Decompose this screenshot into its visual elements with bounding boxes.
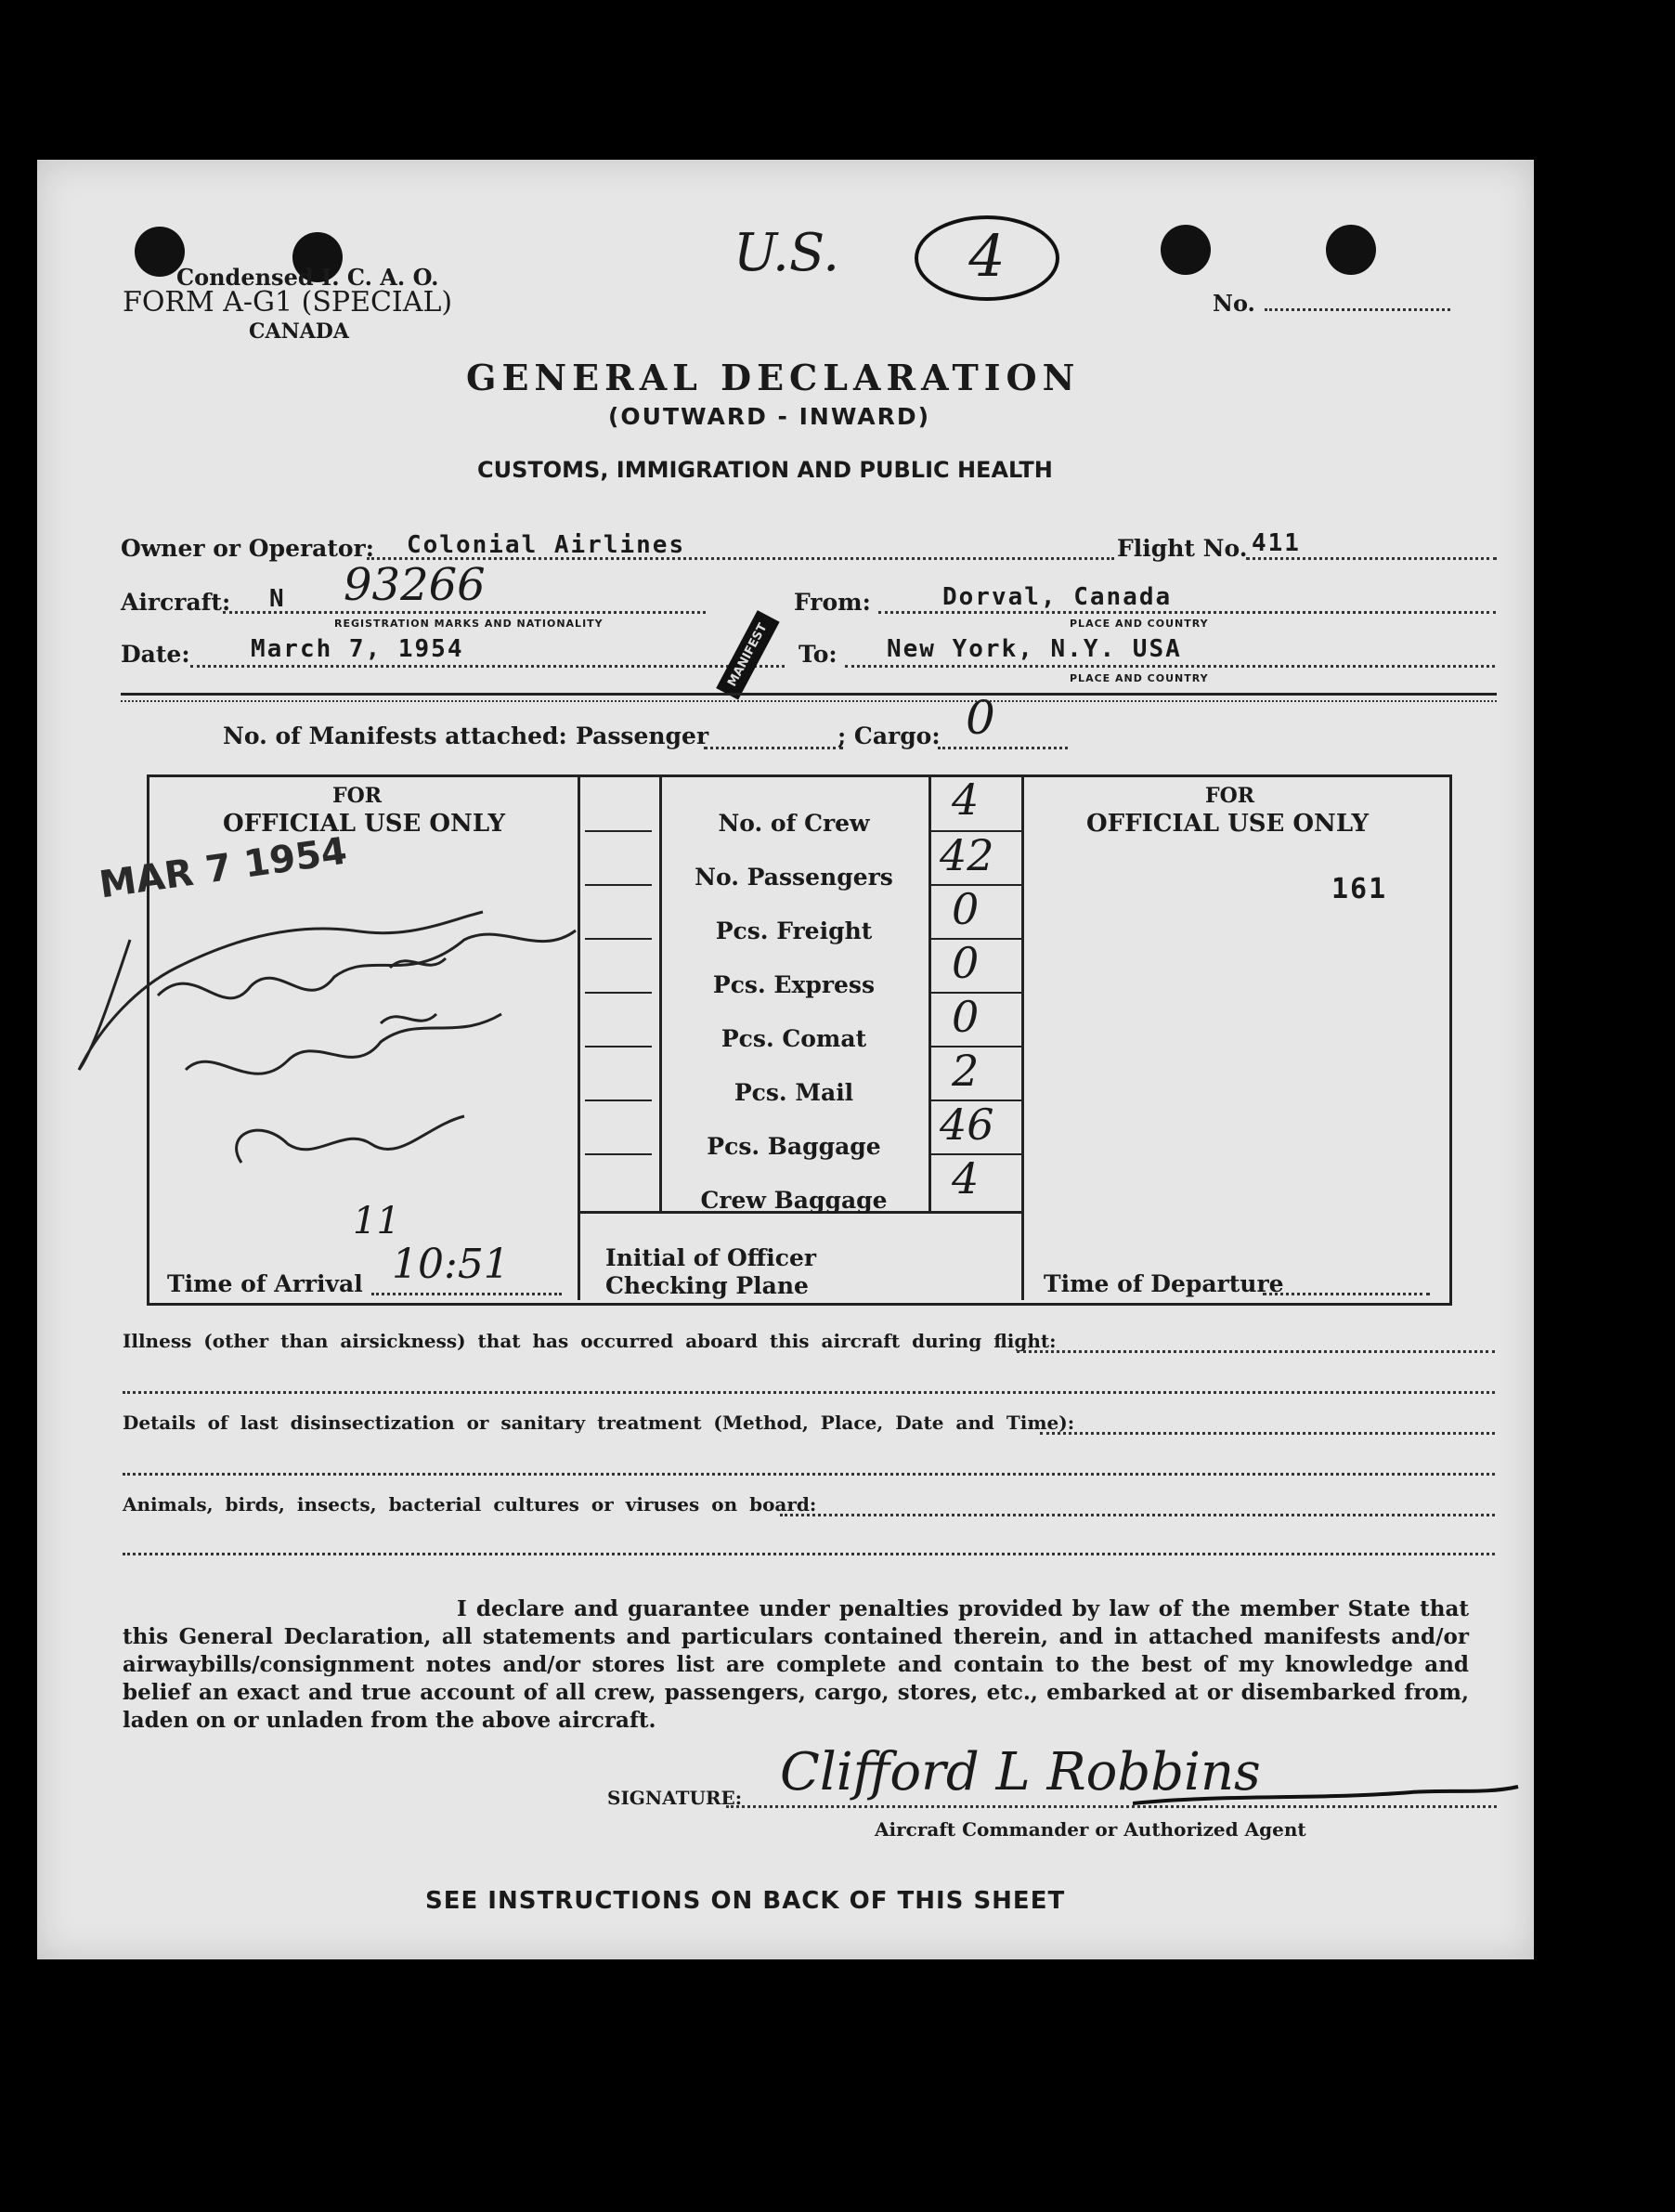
animals-label: Animals, birds, insects, bacterial cultures or viruses on board: <box>123 1493 817 1516</box>
row-label-crew: No. of Crew <box>718 810 870 837</box>
row-label-express: Pcs. Express <box>712 971 876 998</box>
official-handwriting <box>74 884 669 1209</box>
section-rule <box>121 693 1497 696</box>
date-field <box>190 665 785 668</box>
form-department: CUSTOMS, IMMIGRATION AND PUBLIC HEALTH <box>477 457 1053 483</box>
row-value-baggage: 46 <box>940 1099 994 1150</box>
row-value-crew: 4 <box>952 774 980 825</box>
manifest-stamp: MANIFEST <box>716 610 779 699</box>
no-label: No. <box>1213 290 1255 317</box>
time-departure-label: Time of Departure <box>1044 1270 1284 1297</box>
animals-field-2 <box>123 1553 1495 1555</box>
time-arrival-field <box>371 1293 562 1295</box>
aircraft-field <box>223 611 706 614</box>
time-arrival-value: 10:51 <box>392 1241 510 1288</box>
from-field <box>878 611 1496 614</box>
to-caption: PLACE AND COUNTRY <box>1070 672 1209 684</box>
from-caption: PLACE AND COUNTRY <box>1070 618 1209 630</box>
to-label: To: <box>799 641 838 668</box>
passenger-field <box>704 747 843 749</box>
aircraft-registration: 93266 <box>344 559 486 611</box>
punch-hole <box>1161 225 1211 275</box>
cargo-label: ; Cargo: <box>838 722 941 749</box>
from-label: From: <box>794 589 871 616</box>
signature-handwritten: Clifford L Robbins <box>780 1742 1261 1802</box>
no-field <box>1265 308 1450 311</box>
flight-value: 411 <box>1252 529 1301 557</box>
illness-field-2 <box>123 1391 1495 1394</box>
row-label-mail: Pcs. Mail <box>734 1079 854 1106</box>
aircraft-prefix: N <box>269 585 286 613</box>
right-official-header-2: OFFICIAL USE ONLY <box>1086 810 1370 838</box>
condensed-icao-label: Condensed I. C. A. O. <box>176 264 439 291</box>
signature-label: SIGNATURE: <box>607 1787 743 1809</box>
handwritten-us: U.S. <box>734 223 840 283</box>
circled-number <box>915 215 1059 301</box>
row-separator <box>585 830 652 832</box>
row-value-passengers: 42 <box>940 830 994 880</box>
to-field <box>845 665 1495 668</box>
country-label: CANADA <box>249 319 349 344</box>
aircraft-caption: REGISTRATION MARKS AND NATIONALITY <box>334 618 604 630</box>
circled-number-text: 4 <box>968 222 1006 290</box>
left-official-header-2: OFFICIAL USE ONLY <box>223 810 506 838</box>
punch-hole <box>1326 225 1376 275</box>
illness-label: Illness (other than airsickness) that has occurred aboard this aircraft during flight: <box>123 1330 1057 1352</box>
instructions-footer: SEE INSTRUCTIONS ON BACK OF THIS SHEET <box>425 1887 1066 1915</box>
right-official-number: 161 <box>1331 873 1388 905</box>
row-label-passengers: No. Passengers <box>695 864 893 891</box>
cargo-field <box>938 747 1068 749</box>
row-label-freight: Pcs. Freight <box>715 917 873 944</box>
arrival-hour-mark: 11 <box>353 1200 400 1243</box>
right-official-header-1: FOR <box>1205 784 1255 808</box>
cargo-value: 0 <box>966 691 995 745</box>
signature-caption: Aircraft Commander or Authorized Agent <box>875 1818 1306 1841</box>
disinsectization-label: Details of last disinsectization or sanitary treatment (Method, Place, Date and Time): <box>123 1412 1075 1434</box>
from-value: Dorval, Canada <box>942 583 1173 611</box>
form-number: FORM A-G1 (SPECIAL) <box>123 286 453 319</box>
row-value-mail: 2 <box>952 1046 980 1096</box>
row-value-express: 0 <box>952 938 980 988</box>
owner-value: Colonial Airlines <box>407 531 686 559</box>
left-official-header-1: FOR <box>332 784 383 808</box>
disinsectization-field <box>1040 1432 1495 1435</box>
form-title: GENERAL DECLARATION <box>466 357 1081 398</box>
animals-field <box>780 1514 1495 1516</box>
owner-label: Owner or Operator: <box>121 535 374 562</box>
manifests-label: No. of Manifests attached: <box>223 722 567 749</box>
row-label-crew-baggage: Crew Baggage <box>700 1187 888 1214</box>
row-value-freight: 0 <box>952 884 980 934</box>
signature-underline <box>1133 1776 1523 1813</box>
row-label-baggage: Pcs. Baggage <box>707 1133 881 1160</box>
declaration-paragraph: I declare and guarantee under penalties provided by law of the member State that this General Declaration, all statements and particulars contained therein, and in attached manifests and/or airwaybills/consignment notes and/or stores list are complete and contain to the best of my knowledge and belief an exact and true account of all crew, passengers, cargo, stores, etc., embarked at or disembarked from, laden on or unladen from the above aircraft. <box>123 1596 1469 1733</box>
passenger-label: Passenger <box>576 722 709 749</box>
form-sheet <box>37 160 1534 1959</box>
illness-field <box>1017 1350 1495 1353</box>
table-divider <box>1021 774 1024 1300</box>
row-label-comat: Pcs. Comat <box>721 1025 867 1052</box>
initial-officer-label-1: Initial of Officer <box>605 1244 817 1271</box>
to-value: New York, N.Y. USA <box>887 635 1182 663</box>
row-value-crew-baggage: 4 <box>952 1153 980 1204</box>
form-subtitle: (OUTWARD - INWARD) <box>608 403 931 430</box>
date-label: Date: <box>121 641 190 668</box>
flight-field <box>1246 557 1497 560</box>
aircraft-label: Aircraft: <box>121 589 231 616</box>
disinsectization-field-2 <box>123 1473 1495 1476</box>
date-stamp: MAR 7 1954 <box>97 829 350 907</box>
time-arrival-label: Time of Arrival <box>167 1270 363 1297</box>
row-value-comat: 0 <box>952 992 980 1042</box>
section-rule-dotted <box>121 700 1497 702</box>
flight-label: Flight No. <box>1117 535 1248 562</box>
date-value: March 7, 1954 <box>251 635 464 663</box>
initial-officer-label-2: Checking Plane <box>605 1272 809 1299</box>
time-departure-field <box>1263 1293 1430 1295</box>
